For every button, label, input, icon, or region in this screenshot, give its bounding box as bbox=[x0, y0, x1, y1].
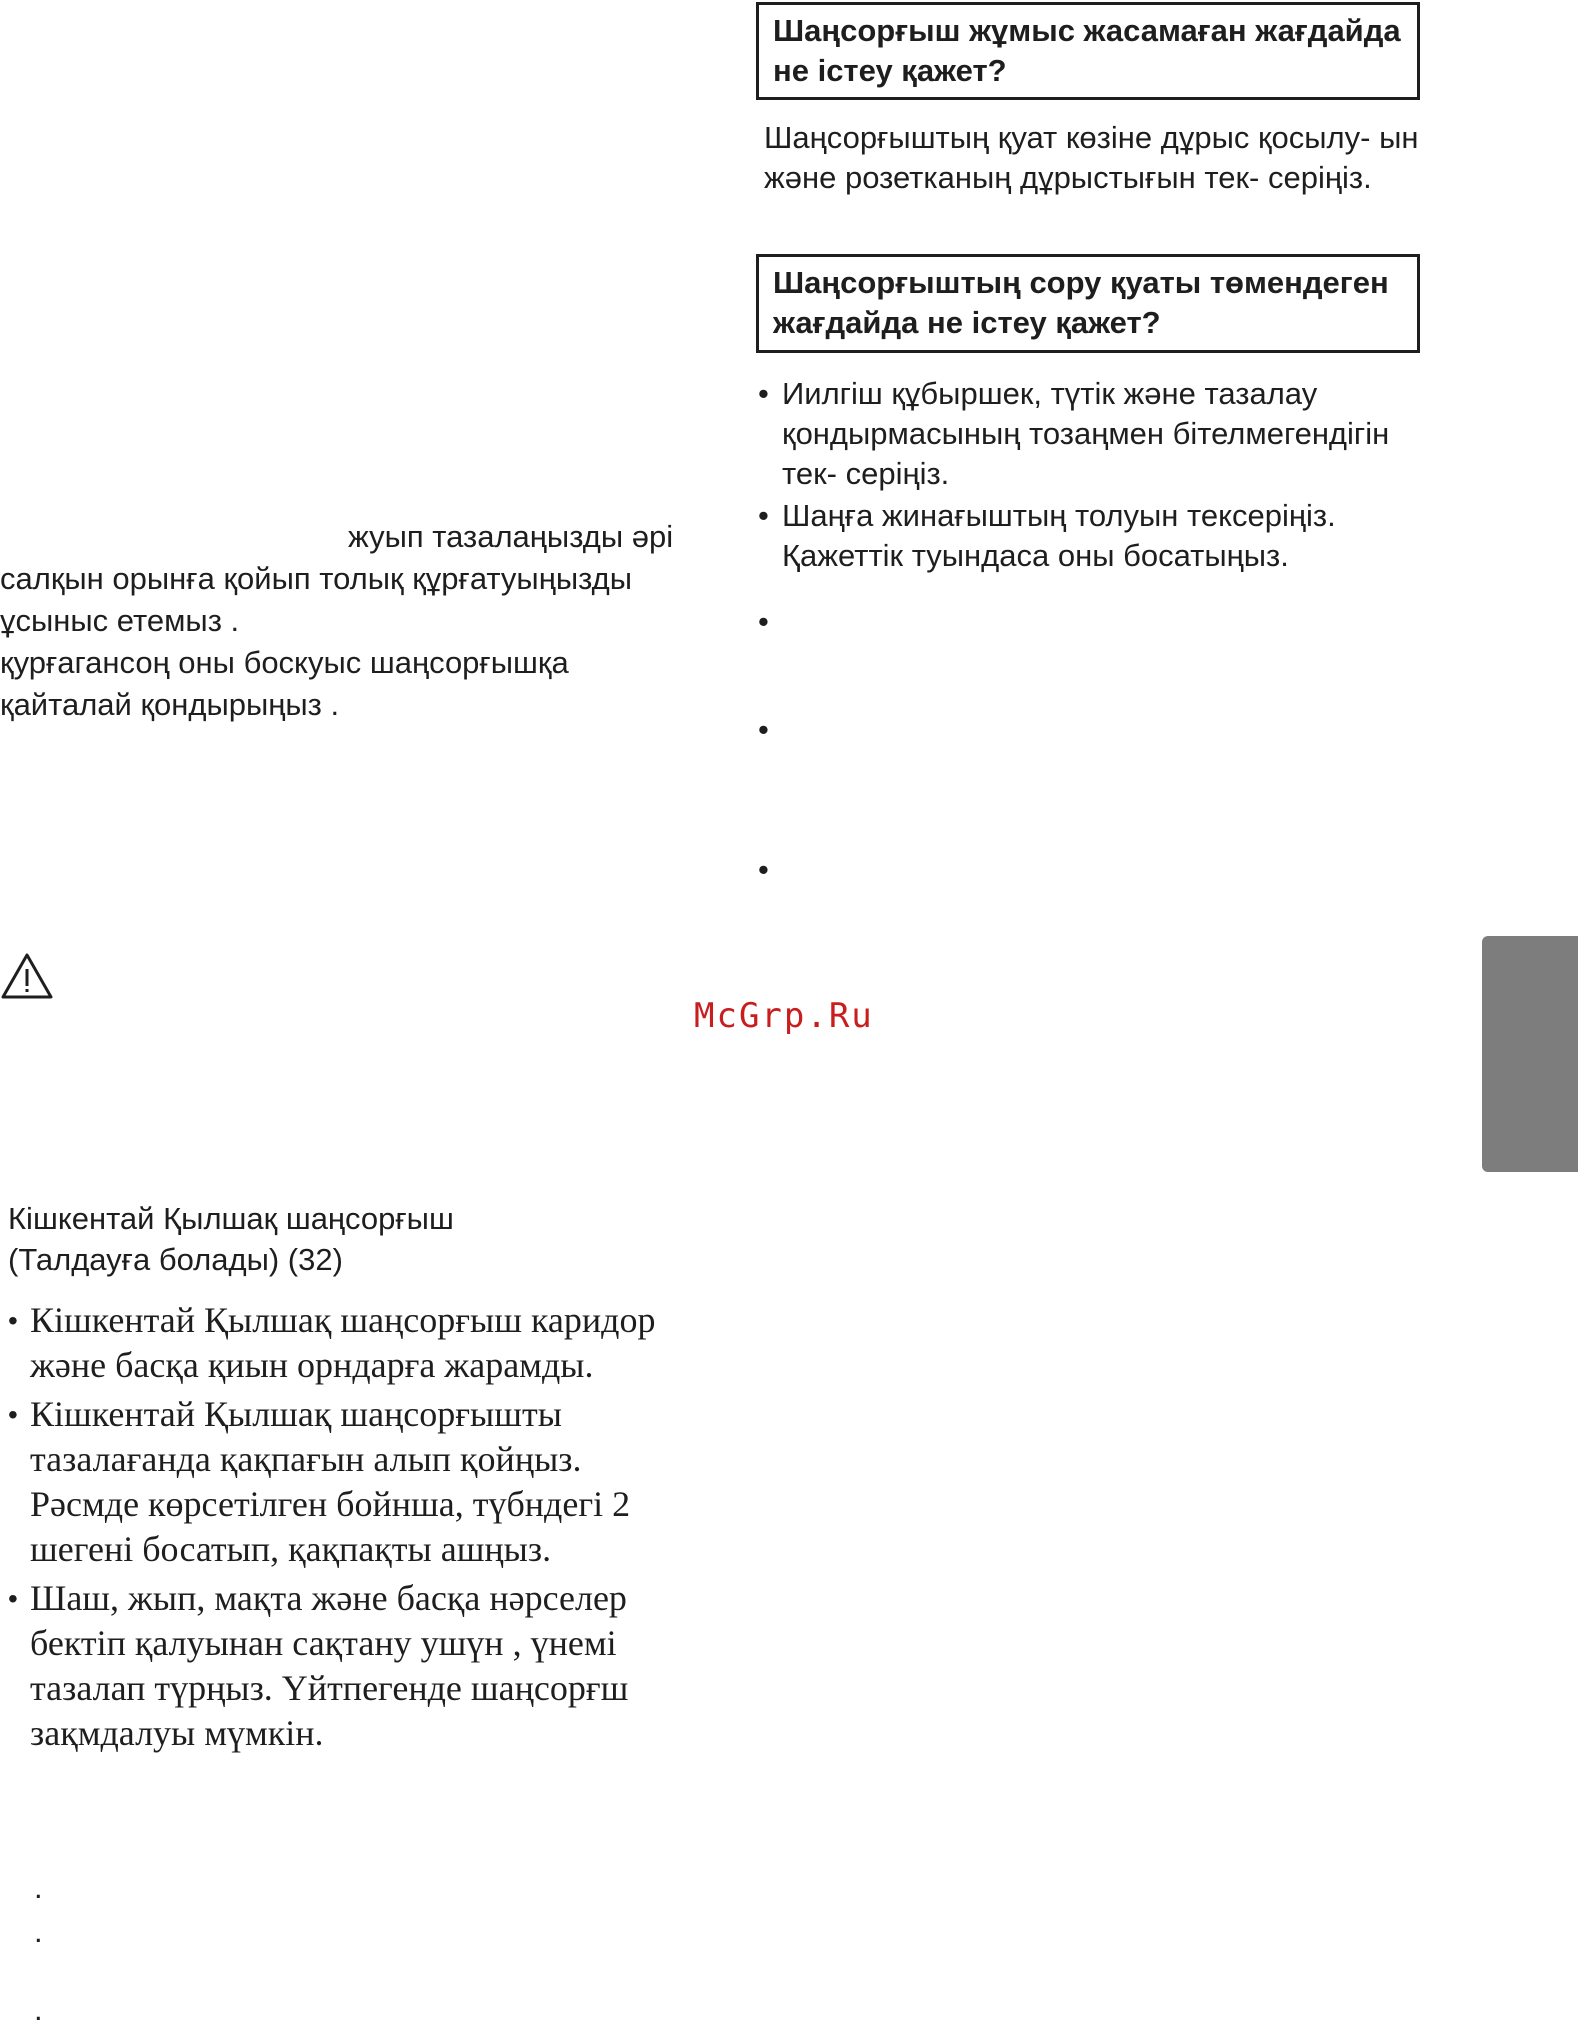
section-tab[interactable] bbox=[1482, 936, 1578, 1172]
bullet: • bbox=[8, 1399, 18, 1430]
list-item: • Шаш, жып, мақта және басқа нәрселер бектіп қалуынан сақтану ушүн , үнемі тазалап түрңыз. Үйтпегенде шаңсорғш зақмдалуы мүмкін. bbox=[8, 1576, 708, 1756]
heading-low-suction: Шаңсорғыштың сору қуаты төмендеген жағдайда не істеу қажет? bbox=[773, 265, 1389, 340]
list-item: • Кішкентай Қылшақ шаңсорғыш каридор және басқа қиын орндарға жарамды. bbox=[8, 1298, 708, 1388]
bullet: • bbox=[8, 1305, 18, 1336]
wash-instructions: жуып тазалаңызды әрі салқын орынға қойып толық құрғатуыңызды ұсыныс етемыз . қурғагансоң оны боскуыс шаңсорғышқа қайталай қондырыңыз . bbox=[0, 519, 674, 722]
empty-bullet: • bbox=[758, 712, 769, 747]
bullet: • bbox=[758, 498, 769, 533]
watermark: McGrp.Ru bbox=[694, 996, 874, 1036]
warning-triangle-icon bbox=[0, 952, 54, 1000]
list-item: • Кішкентай Қылшақ шаңсорғышты тазалағанда қақпағын алып қойңыз. Рәсмде көрсетілген бойнша, түбндегі 2 шегені босатып, қақпақты ашңыз. bbox=[8, 1392, 708, 1572]
small-brush-list bbox=[8, 1298, 708, 1760]
bottom-dot: . bbox=[34, 1992, 43, 2027]
heading-box-not-working bbox=[756, 2, 1420, 100]
section-heading-small-brush: Кішкентай Қылшақ шаңсорғыш (Талдауға болады) (32) bbox=[8, 1201, 454, 1277]
list-item: • Шаңға жинағыштың толуын тексеріңіз. Қажеттік туындаса оны босатыңыз. bbox=[758, 496, 1458, 576]
list-item: • Иилгіш құбыршек, түтік және тазалау қондырмасының тозаңмен бітелмегендігін тек- серіңіз. bbox=[758, 374, 1458, 494]
empty-bullet: • bbox=[758, 604, 769, 639]
bullet: • bbox=[758, 376, 769, 411]
bullet: • bbox=[8, 1583, 18, 1614]
bottom-dot: . bbox=[34, 1870, 43, 1905]
paragraph-check-power: Шаңсорғыштың қуат көзіне дұрыс қосылу- ын және розетканың дұрыстығын тек- серіңіз. bbox=[764, 120, 1419, 195]
empty-bullet: • bbox=[758, 852, 769, 887]
heading-box-low-suction bbox=[756, 254, 1420, 353]
bullet-list-suction bbox=[758, 374, 1458, 576]
heading-not-working: Шаңсорғыш жұмыс жасамаған жағдайда не істеу қажет? bbox=[773, 13, 1401, 88]
bottom-dot: . bbox=[34, 1914, 43, 1949]
